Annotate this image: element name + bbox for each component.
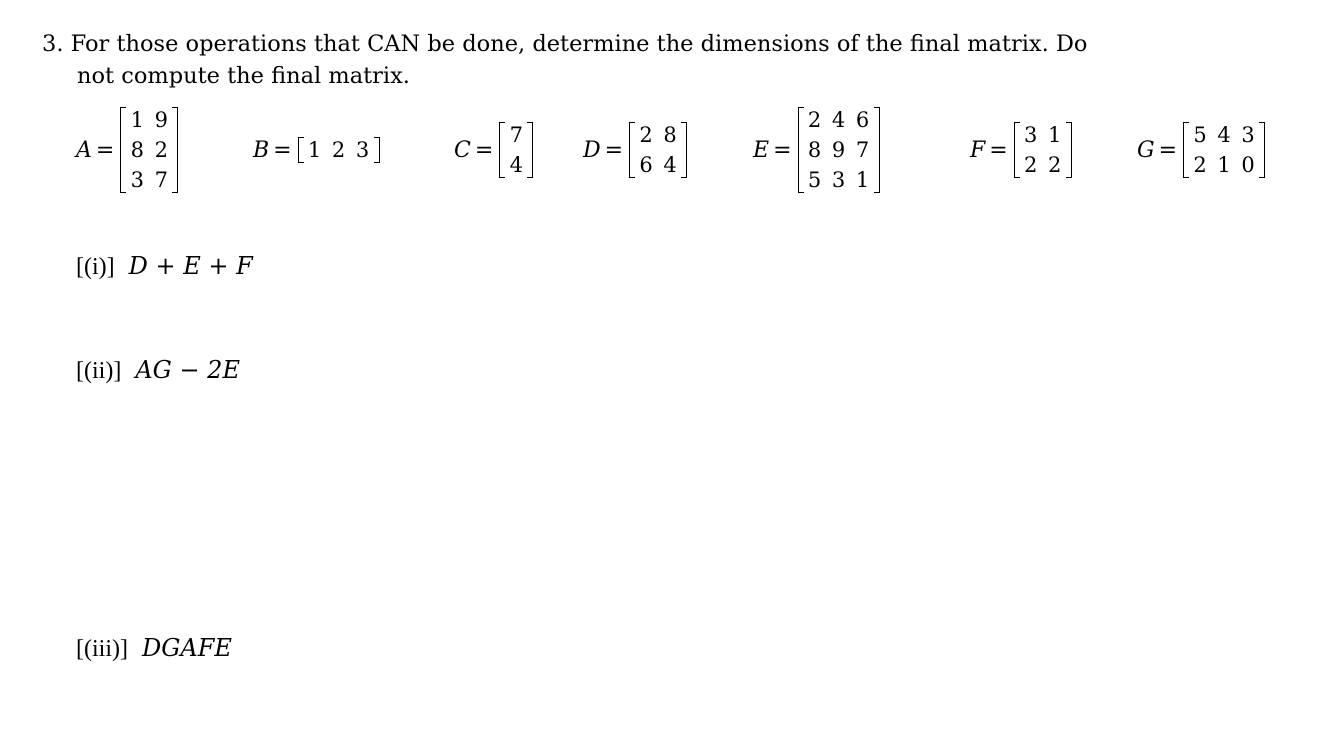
left-bracket <box>1183 122 1189 178</box>
right-bracket <box>172 107 178 193</box>
matrix-entry: 2 <box>1048 153 1062 177</box>
equals-sign: = <box>604 137 624 163</box>
matrix-entry: 5 <box>807 168 822 192</box>
matrix-entry: 4 <box>509 153 523 177</box>
matrix-entry: 9 <box>831 138 846 162</box>
matrix-entry: 1 <box>1048 123 1062 147</box>
matrix-entry: 3 <box>130 168 145 192</box>
problem-statement-line-2: not compute the final matrix. <box>77 63 410 89</box>
matrix-d <box>629 120 687 180</box>
matrix-entry: 4 <box>1217 123 1231 147</box>
problem-statement-line-1: 3. For those operations that CAN be done, determine the dimensions of the final matrix. Do <box>42 31 1088 57</box>
matrix-entry: 2 <box>331 138 346 162</box>
matrix-f-definition <box>970 120 1072 180</box>
equals-sign: = <box>1158 137 1178 163</box>
matrix-b <box>298 135 380 165</box>
matrix-entry: 0 <box>1241 153 1255 177</box>
matrix-g-definition <box>1137 120 1265 180</box>
right-bracket <box>527 122 533 178</box>
part-iii <box>76 634 232 663</box>
matrix-entry: 4 <box>663 153 677 177</box>
equals-sign: = <box>273 137 292 163</box>
left-bracket <box>1014 122 1020 178</box>
matrix-entry: 2 <box>154 138 169 162</box>
right-bracket <box>874 107 880 193</box>
right-bracket <box>374 137 380 163</box>
matrix-label: E <box>753 137 770 163</box>
matrix-g <box>1183 120 1265 180</box>
matrix-entry: 8 <box>130 138 145 162</box>
matrix-entry: 9 <box>154 108 169 132</box>
matrix-f <box>1014 120 1072 180</box>
matrix-a <box>120 105 178 195</box>
matrix-label: G <box>1137 137 1155 163</box>
left-bracket <box>629 122 635 178</box>
matrix-entry: 8 <box>807 138 822 162</box>
matrix-b-definition <box>253 135 380 165</box>
right-bracket <box>681 122 687 178</box>
matrix-label: B <box>253 137 270 163</box>
matrix-entry: 2 <box>807 108 822 132</box>
matrix-label: F <box>970 137 986 163</box>
left-bracket <box>298 137 304 163</box>
right-bracket <box>1066 122 1072 178</box>
matrix-entry: 1 <box>1217 153 1231 177</box>
matrix-entry: 2 <box>1024 153 1038 177</box>
equals-sign: = <box>474 137 494 163</box>
matrix-entry: 4 <box>831 108 846 132</box>
matrix-entry: 7 <box>855 138 870 162</box>
matrix-entry: 1 <box>855 168 870 192</box>
matrix-entry: 3 <box>1241 123 1255 147</box>
equals-sign: = <box>773 137 792 163</box>
matrix-entry: 1 <box>130 108 145 132</box>
matrix-a-definition <box>76 105 178 195</box>
matrix-c-definition <box>454 120 533 180</box>
part-ii <box>76 356 240 385</box>
part-label: [(iii)] <box>76 636 128 662</box>
matrix-e <box>798 105 880 195</box>
right-bracket <box>1259 122 1265 178</box>
matrix-entry: 7 <box>154 168 169 192</box>
matrix-d-definition <box>583 120 687 180</box>
matrix-entry: 1 <box>307 138 322 162</box>
matrix-entry: 3 <box>355 138 370 162</box>
matrix-label: C <box>454 137 471 163</box>
left-bracket <box>120 107 126 193</box>
part-label: [(i)] <box>76 254 115 280</box>
matrix-label: D <box>583 137 601 163</box>
part-i <box>76 252 253 281</box>
matrix-label: A <box>76 137 92 163</box>
left-bracket <box>798 107 804 193</box>
part-expression: DGAFE <box>141 634 232 662</box>
part-expression: D + E + F <box>128 252 253 280</box>
part-label: [(ii)] <box>76 358 122 384</box>
left-bracket <box>499 122 505 178</box>
matrix-entry: 8 <box>663 123 677 147</box>
matrix-entry: 6 <box>639 153 653 177</box>
equals-sign: = <box>95 137 115 163</box>
matrix-entry: 3 <box>1024 123 1038 147</box>
matrix-entry: 5 <box>1193 123 1207 147</box>
matrix-entry: 2 <box>1193 153 1207 177</box>
matrix-entry: 2 <box>639 123 653 147</box>
equals-sign: = <box>989 137 1008 163</box>
matrix-entry: 3 <box>831 168 846 192</box>
matrix-c <box>499 120 533 180</box>
matrix-entry: 6 <box>855 108 870 132</box>
matrix-entry: 7 <box>509 123 523 147</box>
matrix-e-definition <box>753 105 880 195</box>
part-expression: AG − 2E <box>135 356 240 384</box>
